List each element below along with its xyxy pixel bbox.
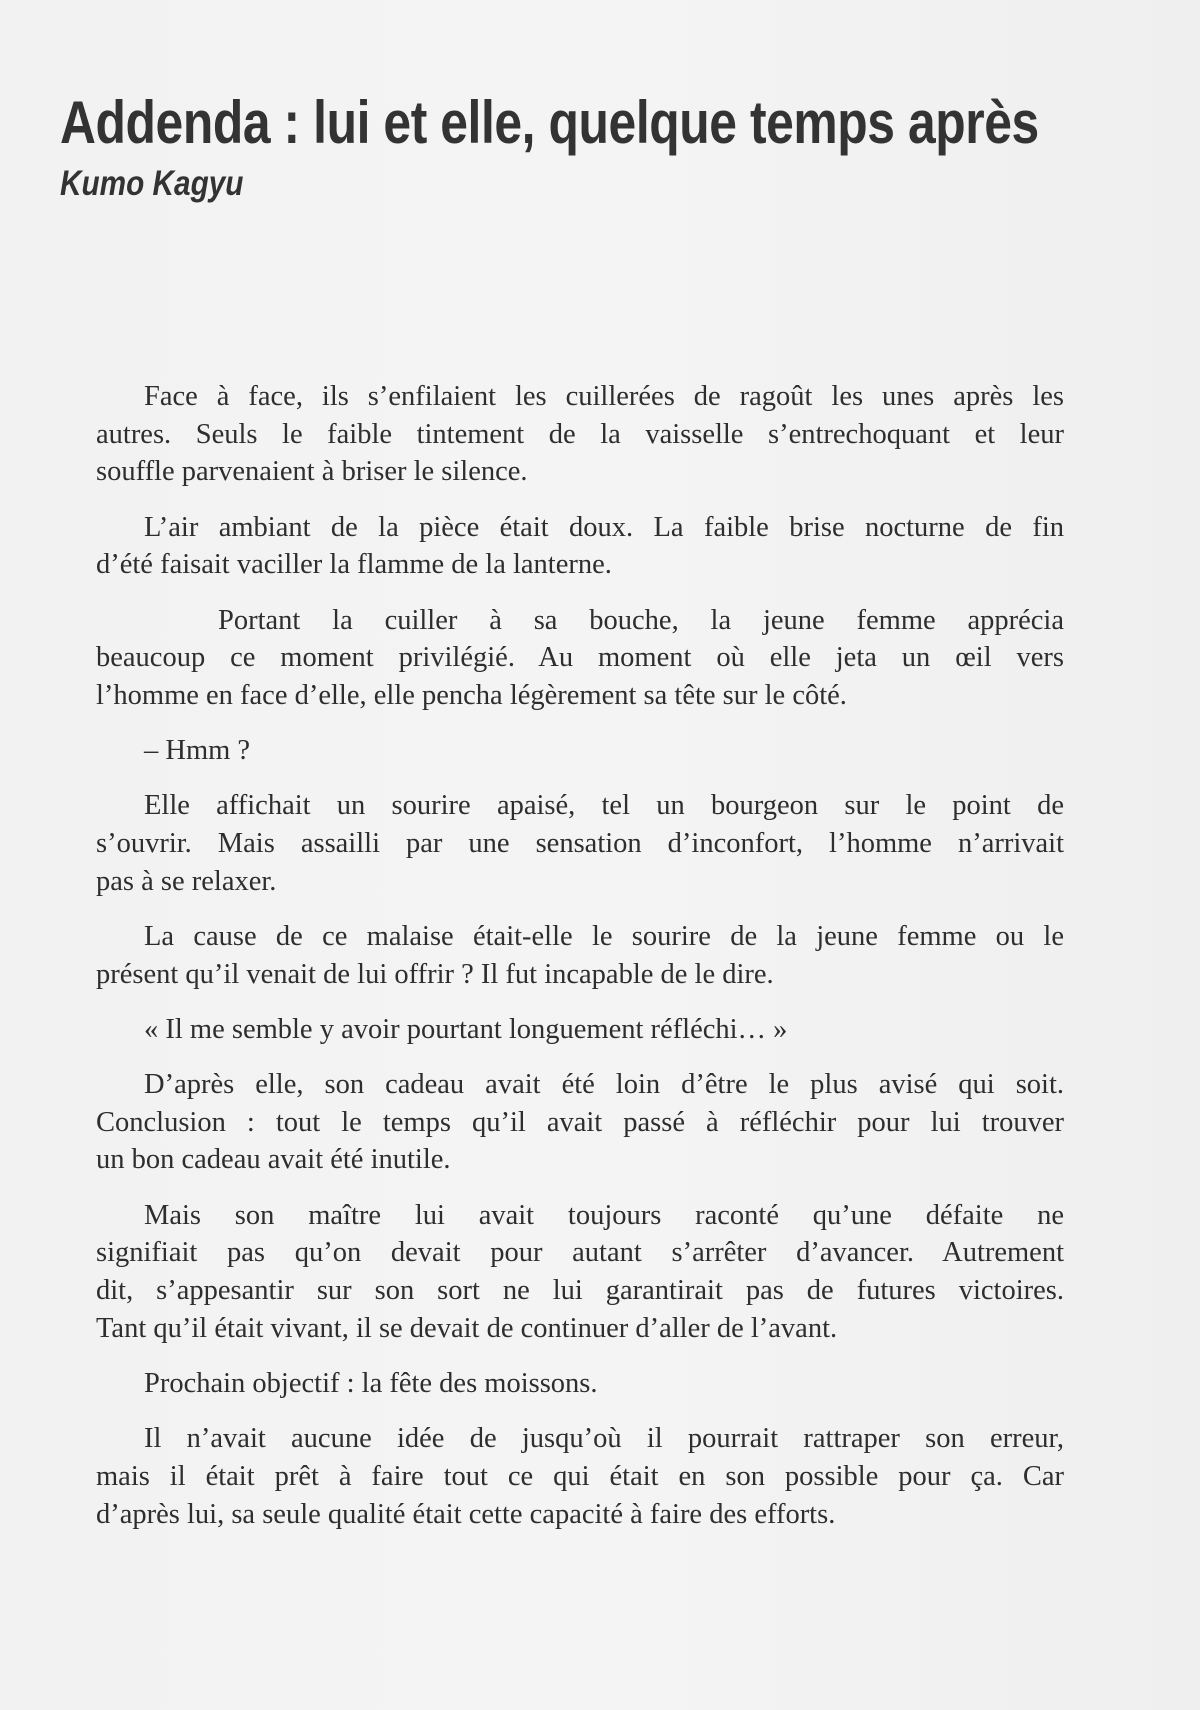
text-line: Portant la cuiller à sa bouche, la jeune femme apprécia [218, 604, 1064, 636]
story-body [96, 378, 1064, 1551]
text-line: beaucoup ce moment privilégié. Au moment où elle jeta un œil vers [96, 642, 1064, 674]
paragraph [96, 378, 1064, 491]
page-title: Addenda : lui et elle, quelque temps après [60, 89, 1039, 156]
text-line: Face à face, ils s’enfilaient les cuillerées de ragoût les unes après les [144, 381, 1064, 412]
text-line: Prochain objectif : la fête des moissons. [144, 1367, 598, 1399]
text-line: signifiait pas qu’on devait pour autant s’arrêter d’avancer. Autrement [96, 1237, 1064, 1269]
paragraph [96, 1365, 1064, 1403]
text-line: dit, s’appesantir sur son sort ne lui garantirait pas de futures victoires. [96, 1275, 1064, 1307]
text-line: pas à se relaxer. [96, 865, 277, 897]
text-line: un bon cadeau avait été inutile. [96, 1144, 451, 1176]
paragraph [96, 509, 1064, 584]
text-line: La cause de ce malaise était-elle le sourire de la jeune femme ou le [144, 920, 1064, 952]
text-line: Mais son maître lui avait toujours raconté qu’une défaite ne [144, 1199, 1064, 1231]
text-line: Elle affichait un sourire apaisé, tel un bourgeon sur le point de [144, 790, 1064, 822]
text-line: mais il était prêt à faire tout ce qui était en son possible pour ça. Car [96, 1460, 1064, 1492]
paragraph [96, 602, 1064, 715]
text-line: s’ouvrir. Mais assailli par une sensation d’inconfort, l’homme n’arrivait [96, 828, 1064, 860]
text-line: souffle parvenaient à briser le silence. [96, 456, 528, 488]
text-line: D’après elle, son cadeau avait été loin d’être le plus avisé qui soit. [144, 1069, 1064, 1101]
author-name: Kumo Kagyu [60, 164, 244, 203]
paragraph [96, 1197, 1064, 1348]
text-line: l’homme en face d’elle, elle pencha légèrement sa tête sur le côté. [96, 679, 847, 711]
text-line: – Hmm ? [144, 735, 251, 767]
paragraph [96, 1420, 1064, 1533]
paragraph [96, 918, 1064, 993]
paragraph [96, 1066, 1064, 1179]
text-line: « Il me semble y avoir pourtant longuement réfléchi… » [144, 1013, 788, 1045]
text-line: présent qu’il venait de lui offrir ? Il fut incapable de le dire. [96, 958, 774, 990]
text-line: Tant qu’il était vivant, il se devait de continuer d’aller de l’avant. [96, 1312, 838, 1344]
paragraph [96, 732, 1064, 770]
text-line: d’été faisait vaciller la flamme de la lanterne. [96, 549, 612, 581]
text-line: d’après lui, sa seule qualité était cette capacité à faire des efforts. [96, 1498, 836, 1530]
text-line: Il n’avait aucune idée de jusqu’où il pourrait rattraper son erreur, [144, 1423, 1064, 1455]
paragraph [96, 787, 1064, 900]
text-line: Conclusion : tout le temps qu’il avait passé à réfléchir pour lui trouver [96, 1106, 1064, 1138]
text-line: autres. Seuls le faible tintement de la vaisselle s’entrechoquant et leur [96, 418, 1064, 450]
text-line: L’air ambiant de la pièce était doux. La faible brise nocturne de fin [144, 511, 1064, 543]
paragraph [96, 1011, 1064, 1049]
